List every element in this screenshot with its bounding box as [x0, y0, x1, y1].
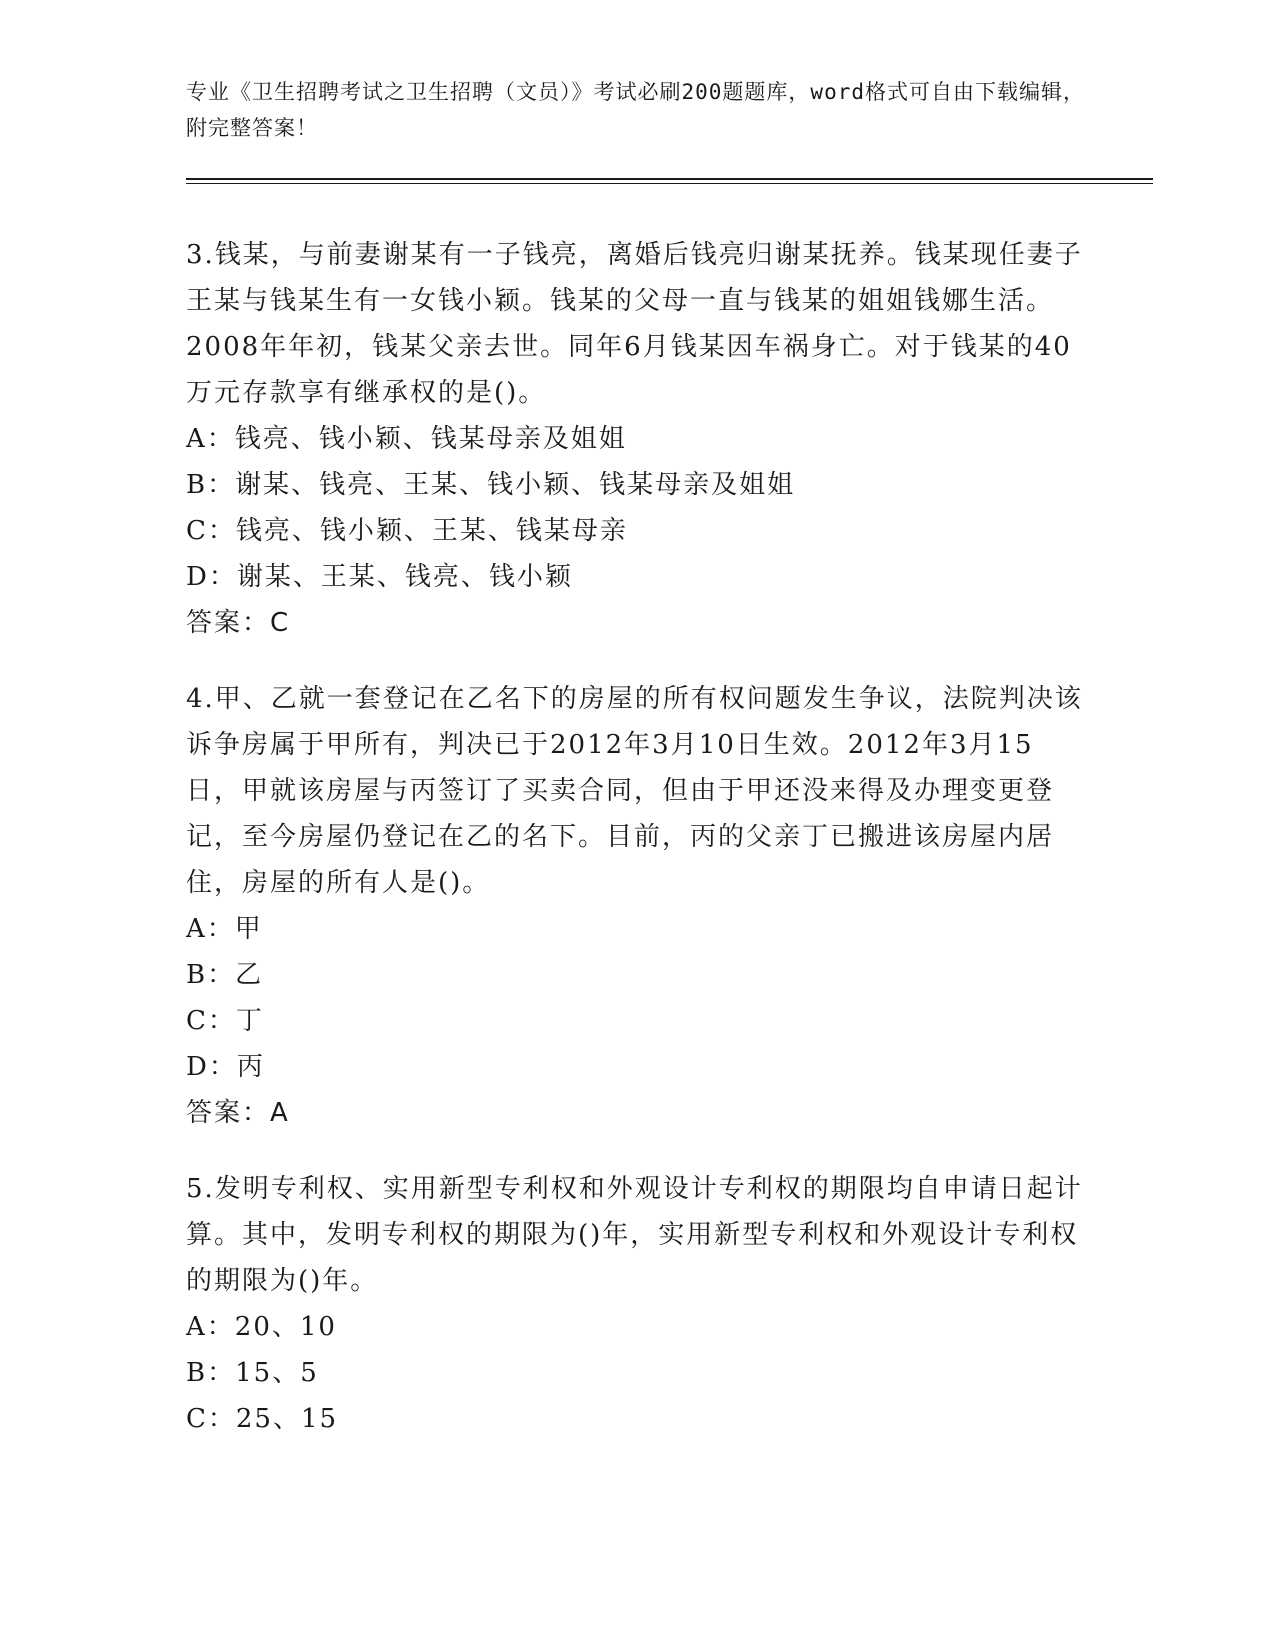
- header-rule-thick: [186, 178, 1153, 180]
- question-4: [186, 676, 1086, 1136]
- document-header: 专业《卫生招聘考试之卫生招聘（文员）》考试必刷200题题库，word格式可自由下载编辑，附完整答案！: [186, 80, 1085, 140]
- question-list: [186, 232, 1086, 1472]
- question-stem: 5.发明专利权、实用新型专利权和外观设计专利权的期限均自申请日起计算。其中，发明专利权的期限为()年，实用新型专利权和外观设计专利权的期限为()年。: [186, 1174, 1083, 1296]
- answer: 答案：A: [186, 1098, 290, 1128]
- answer: 答案：C: [186, 608, 291, 638]
- question-stem: 4.甲、乙就一套登记在乙名下的房屋的所有权问题发生争议，法院判决该诉争房属于甲所有，判决已于2012年3月10日生效。2012年3月15日，甲就该房屋与丙签订了买卖合同，但由于甲还没来得及办理变更登记，至今房屋仍登记在乙的名下。目前，丙的父亲丁已搬进该房屋内居住，房屋的所有人是()。: [186, 684, 1083, 898]
- option-c: C：钱亮、钱小颖、王某、钱某母亲: [186, 516, 628, 546]
- option-d: D：丙: [186, 1052, 265, 1082]
- option-d: D：谢某、王某、钱亮、钱小颖: [186, 562, 573, 592]
- option-a: A：钱亮、钱小颖、钱某母亲及姐姐: [186, 424, 627, 454]
- option-b: B：谢某、钱亮、王某、钱小颖、钱某母亲及姐姐: [186, 470, 796, 500]
- header-rule-thin: [186, 183, 1153, 184]
- option-a: A：20、10: [186, 1312, 337, 1342]
- question-stem: 3.钱某，与前妻谢某有一子钱亮，离婚后钱亮归谢某抚养。钱某现任妻子王某与钱某生有一女钱小颖。钱某的父母一直与钱某的姐姐钱娜生活。2008年年初，钱某父亲去世。同年6月钱某因车祸身亡。对于钱某的40万元存款享有继承权的是()。: [186, 240, 1083, 408]
- option-c: C：25、15: [186, 1404, 339, 1434]
- option-b: B：乙: [186, 960, 264, 990]
- option-c: C：丁: [186, 1006, 264, 1036]
- option-a: A：甲: [186, 914, 263, 944]
- question-5: [186, 1166, 1086, 1442]
- question-3: [186, 232, 1086, 646]
- option-b: B：15、5: [186, 1358, 319, 1388]
